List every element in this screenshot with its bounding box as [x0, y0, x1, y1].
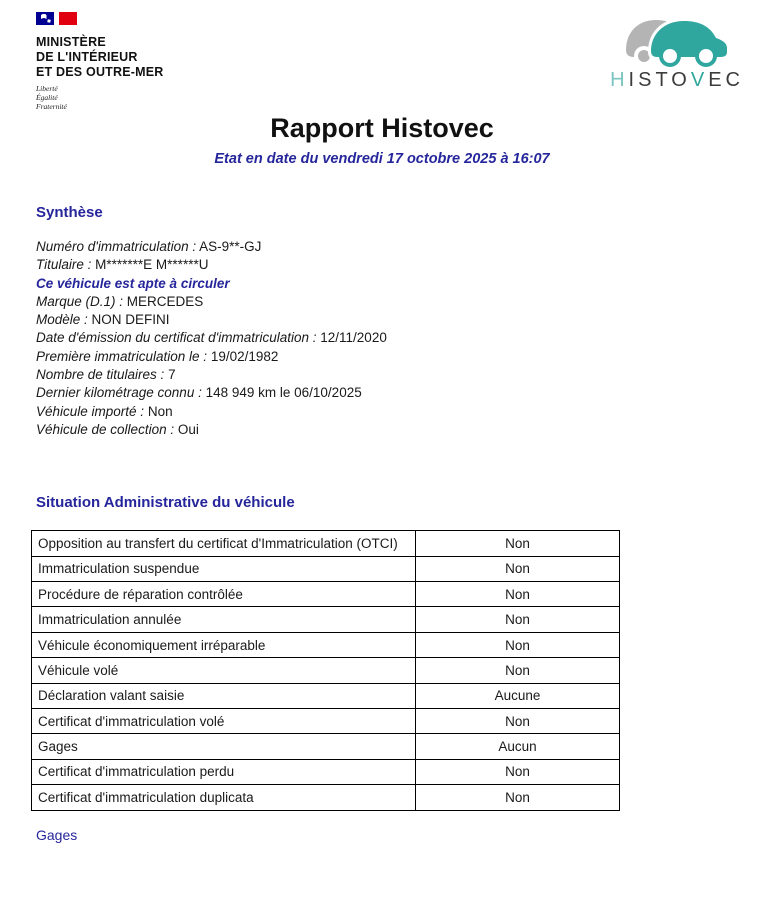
row-value-cell: Aucun — [416, 734, 620, 759]
field-label: Modèle : — [36, 312, 88, 328]
table-row — [32, 785, 620, 810]
logo-letter: C — [725, 69, 744, 91]
field-value: Non — [144, 403, 173, 419]
row-label-cell: Procédure de réparation contrôlée — [32, 582, 416, 607]
row-label-cell: Opposition au transfert du certificat d'Immatriculation (OTCI) — [32, 531, 416, 556]
synthese-line — [36, 293, 764, 311]
field-value: 7 — [164, 367, 176, 383]
table-row — [32, 709, 620, 734]
field-value: NON DEFINI — [87, 312, 170, 328]
field-label: Numéro d'immatriculation : — [36, 239, 197, 254]
table-row — [32, 683, 620, 708]
field-label: Véhicule de collection : — [36, 421, 175, 437]
logo-letter: V — [690, 69, 709, 91]
synthese-line — [36, 238, 764, 256]
synthese-line — [36, 348, 764, 366]
histovec-wordmark — [610, 69, 744, 92]
field-value: Oui — [174, 421, 199, 437]
row-label-cell: Gages — [32, 734, 416, 759]
page-title: Rapport Histovec — [270, 113, 494, 143]
table-row — [32, 582, 620, 607]
synthese-line — [36, 366, 764, 384]
logo-letter: S — [638, 69, 656, 91]
field-label: Date d'émission du certificat d'immatriculation : — [36, 330, 317, 346]
synthese-status-line: Ce véhicule est apte à circuler — [36, 275, 230, 291]
synthese-line — [36, 384, 764, 402]
ministry-motto — [36, 84, 164, 111]
synthese-line — [36, 403, 764, 421]
logo-letter: I — [628, 69, 639, 91]
field-label: Dernier kilométrage connu : — [36, 385, 202, 401]
ministry-logo — [36, 12, 164, 111]
row-label-cell: Déclaration valant saisie — [32, 683, 416, 708]
row-value-cell: Non — [416, 582, 620, 607]
row-label-cell: Immatriculation annulée — [32, 607, 416, 632]
motto-line: Égalité — [36, 93, 58, 102]
table-row — [32, 658, 620, 683]
ministry-line: MINISTÈRE — [36, 35, 106, 49]
logo-letter: E — [708, 69, 726, 91]
logo-letter: O — [671, 69, 691, 91]
row-value-cell: Non — [416, 632, 620, 657]
field-value: 12/11/2020 — [316, 330, 387, 346]
histovec-logo — [610, 12, 744, 92]
table-row — [32, 759, 620, 784]
synthese-lines — [36, 238, 764, 439]
logo-letter: T — [655, 69, 672, 91]
field-value: AS-9**-GJ — [196, 239, 262, 254]
row-value-cell: Non — [416, 607, 620, 632]
ministry-name — [36, 35, 164, 80]
motto-line: Fraternité — [36, 102, 67, 111]
logo-letter: H — [610, 69, 629, 91]
row-value-cell: Non — [416, 658, 620, 683]
synthese-line — [36, 256, 764, 274]
ministry-line: DE L'INTÉRIEUR — [36, 50, 138, 64]
section-heading-admin: Situation Administrative du véhicule — [36, 494, 295, 512]
row-label-cell: Immatriculation suspendue — [32, 556, 416, 581]
row-label-cell: Véhicule économiquement irréparable — [32, 632, 416, 657]
row-value-cell: Non — [416, 759, 620, 784]
synthese-line — [36, 329, 764, 347]
page-header — [0, 0, 764, 111]
motto-line: Liberté — [36, 84, 58, 93]
report-date-subtitle: Etat en date du vendredi 17 octobre 2025 à 16:07 — [214, 151, 550, 167]
french-flag-icon — [36, 12, 164, 32]
field-label: Nombre de titulaires : — [36, 367, 165, 383]
row-label-cell: Certificat d'immatriculation perdu — [32, 759, 416, 784]
field-value: 19/02/1982 — [207, 348, 279, 364]
row-label-cell: Véhicule volé — [32, 658, 416, 683]
row-value-cell: Non — [416, 785, 620, 810]
field-value: MERCEDES — [123, 293, 204, 309]
histovec-car-icon — [618, 12, 736, 68]
gages-link[interactable]: Gages — [36, 826, 78, 843]
row-value-cell: Non — [416, 709, 620, 734]
field-label: Première immatriculation le : — [36, 348, 208, 364]
table-row — [32, 556, 620, 581]
field-label: Titulaire : — [36, 257, 92, 273]
field-label: Véhicule importé : — [36, 403, 145, 419]
row-value-cell: Non — [416, 556, 620, 581]
table-row — [32, 734, 620, 759]
synthese-line — [36, 311, 764, 329]
row-value-cell: Aucune — [416, 683, 620, 708]
table-row — [32, 531, 620, 556]
field-value: M*******E M******U — [91, 257, 209, 273]
row-value-cell: Non — [416, 531, 620, 556]
table-row — [32, 607, 620, 632]
section-heading-synthese: Synthèse — [36, 204, 103, 221]
admin-status-table — [31, 530, 620, 810]
table-row — [32, 632, 620, 657]
field-label: Marque (D.1) : — [36, 293, 124, 309]
row-label-cell: Certificat d'immatriculation duplicata — [32, 785, 416, 810]
admin-table-body — [32, 531, 620, 810]
field-value: 148 949 km le 06/10/2025 — [201, 385, 362, 401]
ministry-line: ET DES OUTRE-MER — [36, 65, 164, 79]
row-label-cell: Certificat d'immatriculation volé — [32, 709, 416, 734]
synthese-line — [36, 421, 764, 439]
